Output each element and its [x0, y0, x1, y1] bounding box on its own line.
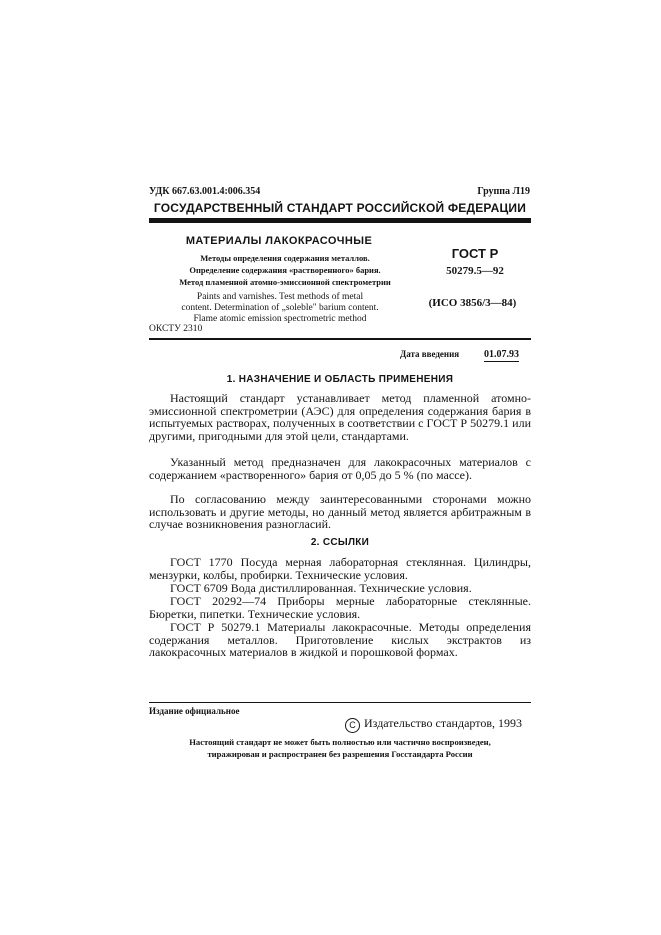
gost-number: 50279.5—92: [446, 265, 504, 277]
okstu-code: ОКСТУ 2310: [149, 324, 203, 334]
copyright-icon: C: [345, 718, 360, 733]
reference-item: ГОСТ Р 50279.1 Материалы лакокрасочные. Методы определения содержания металлов. Приготовление кислых экстрактов из лакокрасочных материалов в жидкой и порошковой формах.: [149, 620, 531, 660]
title-block-rule: [149, 338, 531, 340]
iso-reference: (ИСО 3856/3—84): [428, 297, 517, 309]
section-1-heading: 1. НАЗНАЧЕНИЕ И ОБЛАСТЬ ПРИМЕНЕНИЯ: [226, 374, 454, 385]
section-1-paragraph-3: По согласованию между заинтересованными сторонами можно использовать и другие методы, но данный метод является арбитражным в случае возникновения разногласий.: [149, 492, 531, 532]
reference-item: ГОСТ 20292—74 Приборы мерные лабораторные стеклянные. Бюретки, пипетки. Технические условия.: [149, 594, 531, 621]
english-subtitle-line-3: Flame atomic emission spectrometric method: [193, 314, 367, 324]
top-rule: [149, 218, 531, 223]
english-subtitle-line-2: content. Determination of „soleble" barium content.: [181, 303, 379, 313]
copyright-text: Издательство стандартов, 1993: [364, 716, 522, 730]
russian-subtitle-line-2: Определение содержания «растворенного» бария.: [189, 265, 381, 275]
reference-item: ГОСТ 6709 Вода дистиллированная. Технические условия.: [170, 581, 472, 595]
intro-date-label: Дата введения: [400, 349, 460, 359]
section-1-paragraph-1: Настоящий стандарт устанавливает метод пламенной атомно-эмиссионной спектрометрии (АЭС) для определения содержания бария в испытуемых растворах, полученных в соответствии с ГОСТ Р 50279.1 или другими, пригодными для этой цели, стандартами.: [149, 391, 531, 443]
document-title: МАТЕРИАЛЫ ЛАКОКРАСОЧНЫЕ: [185, 235, 373, 247]
reproduction-notice-line-2: тиражирован и распространен без разрешения Госстандарта России: [207, 749, 473, 759]
udk-code: УДК 667.63.001.4:006.354: [149, 186, 261, 197]
reference-item: ГОСТ 1770 Посуда мерная лабораторная стеклянная. Цилиндры, мензурки, колбы, пробирки. Технические условия.: [149, 555, 531, 582]
group-code: Группа Л19: [477, 186, 530, 197]
gost-label: ГОСТ Р: [451, 246, 499, 261]
russian-subtitle-line-1: Методы определения содержания металлов.: [200, 253, 370, 263]
state-standard-title: ГОСУДАРСТВЕННЫЙ СТАНДАРТ РОССИЙСКОЙ ФЕДЕРАЦИИ: [153, 201, 527, 215]
russian-subtitle-line-3: Метод пламенной атомно-эмиссионной спектрометрии: [179, 277, 391, 287]
official-edition-label: Издание официальное: [149, 706, 240, 716]
reproduction-notice-line-1: Настоящий стандарт не может быть полностью или частично воспроизведен,: [189, 737, 491, 747]
intro-date-value: 01.07.93: [484, 349, 519, 360]
copyright-line: [345, 716, 522, 733]
section-1-paragraph-2: Указанный метод предназначен для лакокрасочных материалов с содержанием «растворенного» бария от 0,05 до 5 % (по массе).: [149, 455, 531, 482]
english-subtitle-line-1: Paints and varnishes. Test methods of metal: [196, 292, 364, 302]
section-2-heading: 2. ССЫЛКИ: [310, 537, 370, 548]
footer-rule: [149, 702, 531, 703]
